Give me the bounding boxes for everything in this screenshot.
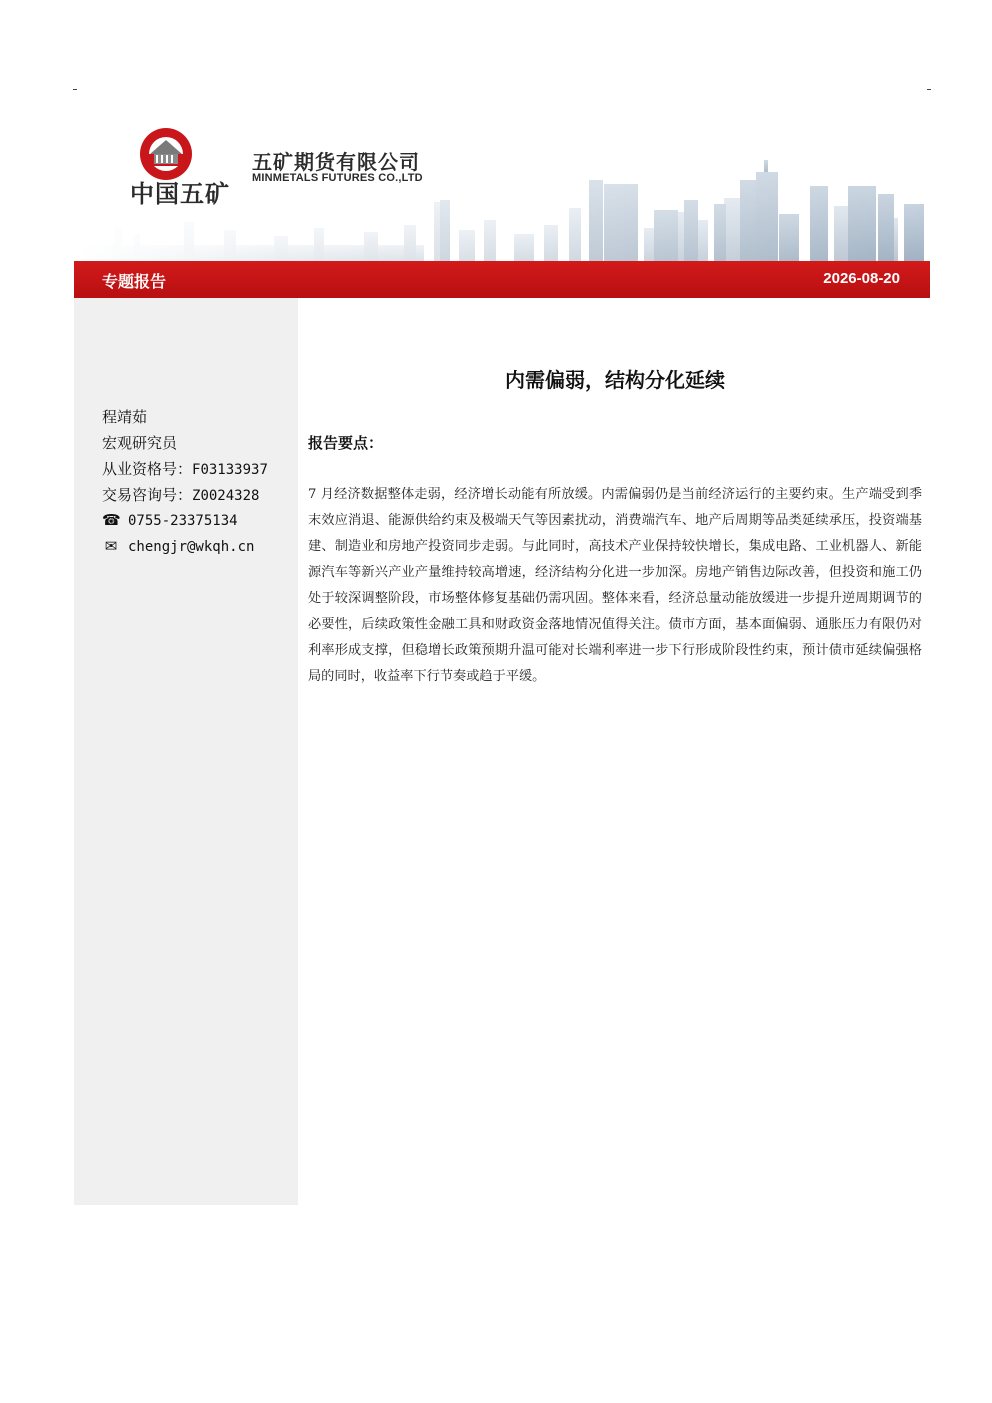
email-link[interactable]: chengjr@wkqh.cn (128, 539, 255, 555)
consult-line (102, 484, 259, 505)
mail-icon: ✉ (104, 537, 118, 555)
author-name: 程靖茹 (102, 408, 148, 426)
author-sidebar (74, 298, 298, 1205)
phone-number: 0755-23375134 (128, 513, 238, 529)
phone-icon: ☎ (102, 511, 121, 529)
consult-label: 交易咨询号： (102, 486, 193, 504)
report-type-label: 专题报告 (102, 272, 167, 291)
company-name-en: MINMETALS FUTURES CO.,LTD (252, 172, 423, 184)
summary-heading: 报告要点： (308, 434, 384, 452)
group-name: 中国五矿 (130, 180, 230, 208)
qualification-line (102, 458, 268, 479)
qualification-label: 从业资格号： (102, 460, 193, 478)
consult-number: Z0024328 (192, 488, 260, 504)
corner-mark-left (73, 89, 77, 90)
report-type-band (74, 261, 930, 298)
qualification-number: F03133937 (192, 462, 268, 478)
summary-paragraph: 7 月经济数据整体走弱，经济增长动能有所放缓。内需偏弱仍是当前经济运行的主要约束。生产端受到季末效应消退、能源供给约束及极端天气等因素扰动，消费端汽车、地产后周期等品类延续承压，投资端基建、制造业和房地产投资同步走弱。与此同时，高技术产业保持较快增长，集成电路、工业机器人、新能源汽车等新兴产业产量维持较高增速，经济结构分化进一步加深。房地产销售边际改善，但投资和施工仍处于较深调整阶段，市场整体修复基础仍需巩固。整体来看，经济总量动能放缓进一步提升逆周期调节的必要性，后续政策性金融工具和财政资金落地情况值得关注。债市方面，基本面偏弱、通胀压力有限仍对利率形成支撑，但稳增长政策预期升温可能对长端利率进一步下行形成阶段性约束，预计债市延续偏强格局的同时，收益率下行节奏或趋于平缓。 (308, 487, 922, 684)
author-role: 宏观研究员 (102, 434, 178, 452)
company-name-cn: 五矿期货有限公司 (252, 150, 420, 174)
report-header (74, 110, 930, 262)
phone-line (102, 511, 238, 529)
report-title: 内需偏弱，结构分化延续 (505, 368, 725, 392)
email-line (102, 537, 254, 555)
corner-mark-right (927, 89, 931, 90)
report-date: 2026-08-20 (823, 270, 900, 287)
